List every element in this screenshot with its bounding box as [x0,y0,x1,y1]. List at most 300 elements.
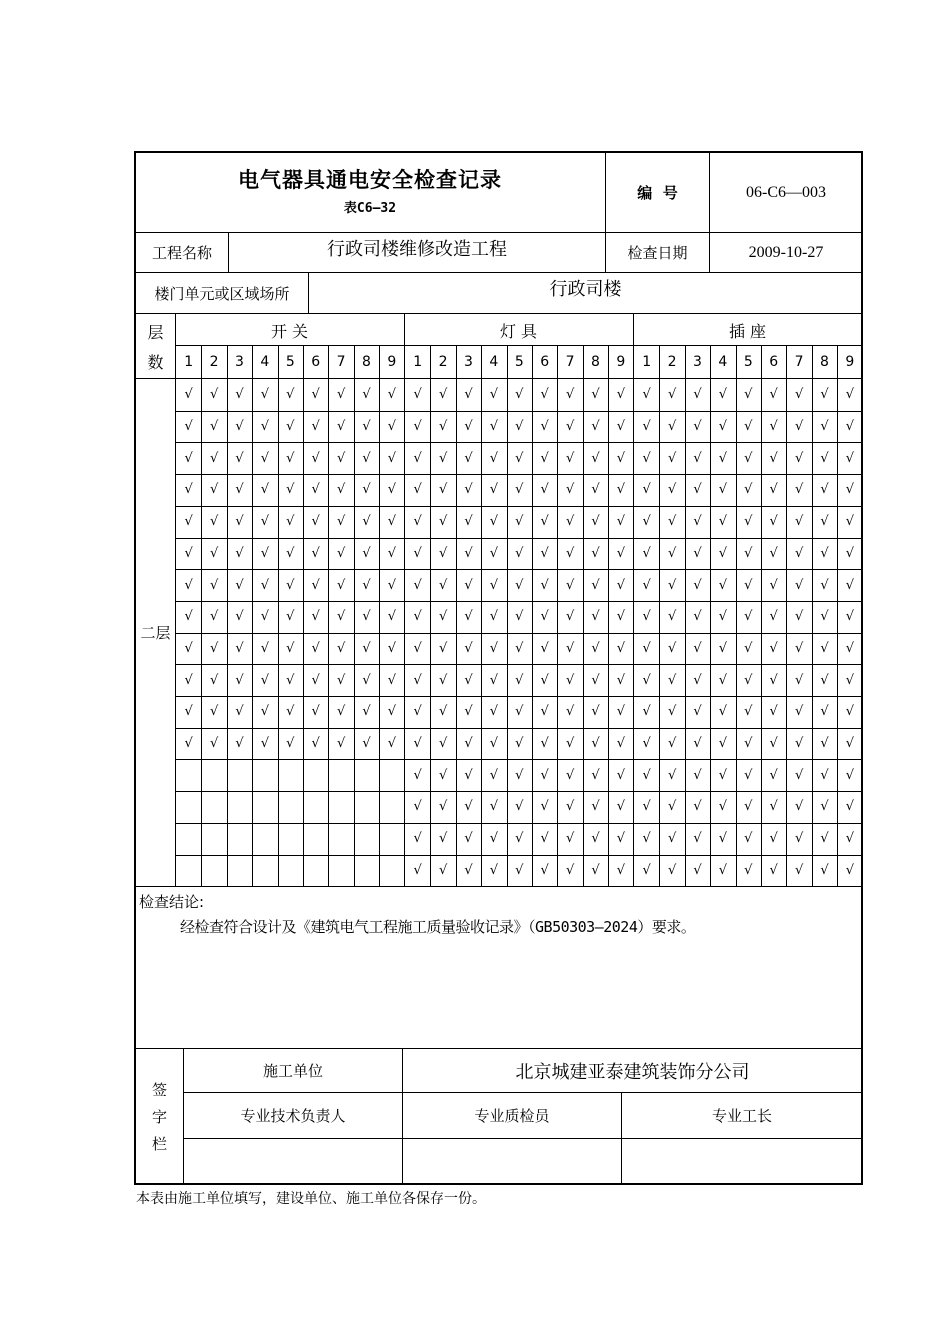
check-cell[interactable]: √ [540,672,549,688]
check-cell[interactable]: √ [540,419,549,435]
check-cell[interactable] [201,791,226,823]
check-cell[interactable]: √ [235,736,244,752]
check-cell[interactable]: √ [616,862,626,878]
check-cell[interactable]: √ [184,450,193,466]
check-cell[interactable] [354,791,379,823]
check-cell[interactable]: √ [769,450,778,466]
check-cell[interactable]: √ [616,450,626,466]
check-cell[interactable]: √ [387,450,397,466]
check-cell[interactable]: √ [794,862,804,878]
check-cell[interactable] [354,759,379,791]
check-cell[interactable]: √ [744,419,753,435]
check-cell[interactable]: √ [820,545,829,561]
check-cell[interactable] [303,759,328,791]
check-cell[interactable]: √ [489,450,499,466]
check-cell[interactable]: √ [540,862,549,878]
check-cell[interactable]: √ [718,514,728,530]
check-cell[interactable] [303,855,328,887]
check-cell[interactable]: √ [362,609,371,625]
check-cell[interactable]: √ [286,545,295,561]
check-cell[interactable]: √ [820,704,829,720]
check-cell[interactable]: √ [438,482,448,498]
check-cell[interactable]: √ [515,450,524,466]
check-cell[interactable]: √ [693,482,702,498]
check-cell[interactable]: √ [591,514,600,530]
check-cell[interactable]: √ [438,545,448,561]
check-cell[interactable]: √ [718,450,728,466]
check-cell[interactable]: √ [794,609,804,625]
check-cell[interactable]: √ [336,387,346,403]
check-cell[interactable]: √ [286,482,295,498]
check-cell[interactable]: √ [515,545,524,561]
check-cell[interactable]: √ [845,514,855,530]
check-cell[interactable]: √ [540,545,549,561]
check-cell[interactable]: √ [515,862,524,878]
check-cell[interactable]: √ [464,577,473,593]
check-cell[interactable]: √ [286,640,295,656]
check-cell[interactable]: √ [540,609,549,625]
check-cell[interactable]: √ [362,640,371,656]
check-cell[interactable]: √ [336,514,346,530]
check-cell[interactable]: √ [616,609,626,625]
check-cell[interactable]: √ [515,799,524,815]
check-cell[interactable]: √ [235,482,244,498]
check-cell[interactable]: √ [515,577,524,593]
check-cell[interactable]: √ [413,545,422,561]
check-cell[interactable]: √ [540,387,549,403]
check-cell[interactable]: √ [845,577,855,593]
check-cell[interactable]: √ [336,736,346,752]
check-cell[interactable]: √ [464,831,473,847]
check-cell[interactable]: √ [540,767,549,783]
check-cell[interactable]: √ [565,577,575,593]
check-cell[interactable]: √ [540,831,549,847]
check-cell[interactable]: √ [616,419,626,435]
check-cell[interactable]: √ [540,450,549,466]
check-cell[interactable]: √ [438,831,448,847]
check-cell[interactable]: √ [438,704,448,720]
check-cell[interactable] [176,855,201,887]
check-cell[interactable]: √ [616,704,626,720]
check-cell[interactable]: √ [362,514,371,530]
check-cell[interactable]: √ [667,831,677,847]
check-cell[interactable]: √ [718,609,728,625]
check-cell[interactable]: √ [718,419,728,435]
check-cell[interactable]: √ [209,419,219,435]
check-cell[interactable]: √ [693,640,702,656]
check-cell[interactable]: √ [336,640,346,656]
check-cell[interactable]: √ [286,672,295,688]
check-cell[interactable]: √ [336,482,346,498]
check-cell[interactable]: √ [667,767,677,783]
check-cell[interactable]: √ [693,767,702,783]
check-cell[interactable]: √ [184,514,193,530]
check-cell[interactable]: √ [769,862,778,878]
check-cell[interactable]: √ [464,514,473,530]
check-cell[interactable]: √ [184,736,193,752]
check-cell[interactable]: √ [336,672,346,688]
check-cell[interactable]: √ [387,672,397,688]
check-cell[interactable]: √ [794,577,804,593]
check-cell[interactable]: √ [387,736,397,752]
check-cell[interactable]: √ [311,736,320,752]
check-cell[interactable]: √ [184,704,193,720]
check-cell[interactable]: √ [693,736,702,752]
check-cell[interactable]: √ [235,640,244,656]
check-cell[interactable] [252,759,277,791]
check-cell[interactable]: √ [260,482,270,498]
check-cell[interactable]: √ [260,450,270,466]
check-cell[interactable]: √ [464,672,473,688]
check-cell[interactable]: √ [845,450,855,466]
check-cell[interactable]: √ [464,609,473,625]
check-cell[interactable]: √ [591,799,600,815]
check-cell[interactable]: √ [845,767,855,783]
check-cell[interactable]: √ [464,799,473,815]
check-cell[interactable] [252,823,277,855]
check-cell[interactable]: √ [489,831,499,847]
check-cell[interactable] [278,855,303,887]
check-cell[interactable]: √ [693,799,702,815]
check-cell[interactable]: √ [591,736,600,752]
check-cell[interactable]: √ [438,736,448,752]
check-cell[interactable] [227,759,252,791]
check-cell[interactable]: √ [845,799,855,815]
check-cell[interactable]: √ [718,640,728,656]
signature-field-tech-lead[interactable] [184,1139,402,1183]
check-cell[interactable]: √ [718,862,728,878]
check-cell[interactable] [379,855,404,887]
check-cell[interactable]: √ [591,767,600,783]
signature-field-foreman[interactable] [622,1139,862,1183]
check-cell[interactable]: √ [769,514,778,530]
check-cell[interactable]: √ [362,482,371,498]
check-cell[interactable]: √ [794,672,804,688]
check-cell[interactable]: √ [438,862,448,878]
check-cell[interactable]: √ [744,482,753,498]
check-cell[interactable] [227,791,252,823]
check-cell[interactable]: √ [464,545,473,561]
check-cell[interactable] [176,759,201,791]
check-cell[interactable]: √ [464,767,473,783]
check-cell[interactable]: √ [489,514,499,530]
check-cell[interactable]: √ [413,862,422,878]
check-cell[interactable]: √ [489,672,499,688]
check-cell[interactable]: √ [413,704,422,720]
check-cell[interactable] [227,823,252,855]
check-cell[interactable]: √ [769,640,778,656]
check-cell[interactable]: √ [845,609,855,625]
check-cell[interactable]: √ [642,387,651,403]
check-cell[interactable]: √ [591,831,600,847]
check-cell[interactable]: √ [515,672,524,688]
check-cell[interactable]: √ [642,514,651,530]
check-cell[interactable]: √ [565,545,575,561]
check-cell[interactable]: √ [184,672,193,688]
check-cell[interactable]: √ [667,672,677,688]
check-cell[interactable]: √ [820,736,829,752]
check-cell[interactable]: √ [667,419,677,435]
check-cell[interactable]: √ [845,482,855,498]
check-cell[interactable]: √ [591,672,600,688]
check-cell[interactable]: √ [489,609,499,625]
check-cell[interactable]: √ [413,482,422,498]
check-cell[interactable]: √ [209,736,219,752]
check-cell[interactable]: √ [540,736,549,752]
check-cell[interactable]: √ [616,577,626,593]
check-cell[interactable] [379,791,404,823]
check-cell[interactable]: √ [438,450,448,466]
check-cell[interactable]: √ [286,736,295,752]
check-cell[interactable]: √ [667,736,677,752]
check-cell[interactable]: √ [642,799,651,815]
check-cell[interactable]: √ [464,704,473,720]
check-cell[interactable]: √ [235,545,244,561]
check-cell[interactable]: √ [209,577,219,593]
check-cell[interactable]: √ [260,736,270,752]
check-cell[interactable]: √ [794,799,804,815]
check-cell[interactable]: √ [769,387,778,403]
check-cell[interactable]: √ [464,450,473,466]
check-cell[interactable]: √ [515,514,524,530]
check-cell[interactable]: √ [362,672,371,688]
check-cell[interactable]: √ [489,577,499,593]
check-cell[interactable]: √ [311,545,320,561]
check-cell[interactable]: √ [565,387,575,403]
check-cell[interactable]: √ [565,482,575,498]
check-cell[interactable]: √ [642,450,651,466]
check-cell[interactable]: √ [464,640,473,656]
check-cell[interactable]: √ [336,545,346,561]
check-cell[interactable]: √ [184,640,193,656]
check-cell[interactable] [328,823,353,855]
check-cell[interactable]: √ [794,831,804,847]
check-cell[interactable] [278,823,303,855]
check-cell[interactable]: √ [744,545,753,561]
check-cell[interactable]: √ [769,419,778,435]
check-cell[interactable]: √ [718,767,728,783]
check-cell[interactable]: √ [565,767,575,783]
check-cell[interactable]: √ [642,704,651,720]
check-cell[interactable]: √ [794,419,804,435]
check-cell[interactable]: √ [235,609,244,625]
check-cell[interactable]: √ [235,387,244,403]
signature-field-quality-inspector[interactable] [403,1139,621,1183]
check-cell[interactable]: √ [642,482,651,498]
check-cell[interactable]: √ [642,419,651,435]
check-cell[interactable]: √ [820,609,829,625]
check-cell[interactable]: √ [413,387,422,403]
check-cell[interactable]: √ [693,577,702,593]
check-cell[interactable] [379,759,404,791]
check-cell[interactable]: √ [311,387,320,403]
check-cell[interactable]: √ [591,419,600,435]
check-cell[interactable]: √ [718,704,728,720]
check-cell[interactable]: √ [209,609,219,625]
check-cell[interactable]: √ [769,799,778,815]
check-cell[interactable]: √ [769,831,778,847]
check-cell[interactable]: √ [387,545,397,561]
check-cell[interactable]: √ [565,450,575,466]
check-cell[interactable]: √ [565,640,575,656]
check-cell[interactable]: √ [794,514,804,530]
check-cell[interactable]: √ [515,482,524,498]
check-cell[interactable]: √ [845,545,855,561]
check-cell[interactable]: √ [362,450,371,466]
check-cell[interactable]: √ [413,514,422,530]
check-cell[interactable]: √ [820,482,829,498]
check-cell[interactable]: √ [744,672,753,688]
check-cell[interactable]: √ [820,862,829,878]
check-cell[interactable]: √ [642,767,651,783]
check-cell[interactable]: √ [336,577,346,593]
check-cell[interactable]: √ [642,736,651,752]
check-cell[interactable]: √ [260,514,270,530]
check-cell[interactable]: √ [286,419,295,435]
check-cell[interactable]: √ [362,387,371,403]
check-cell[interactable]: √ [311,609,320,625]
check-cell[interactable]: √ [693,514,702,530]
check-cell[interactable]: √ [642,545,651,561]
check-cell[interactable]: √ [718,387,728,403]
check-cell[interactable]: √ [489,545,499,561]
check-cell[interactable]: √ [209,450,219,466]
check-cell[interactable]: √ [184,482,193,498]
check-cell[interactable]: √ [235,577,244,593]
check-cell[interactable] [328,759,353,791]
check-cell[interactable]: √ [794,736,804,752]
check-cell[interactable]: √ [438,767,448,783]
check-cell[interactable]: √ [693,862,702,878]
check-cell[interactable]: √ [642,831,651,847]
check-cell[interactable]: √ [209,387,219,403]
check-cell[interactable]: √ [744,609,753,625]
check-cell[interactable]: √ [413,609,422,625]
check-cell[interactable] [176,823,201,855]
check-cell[interactable]: √ [438,577,448,593]
check-cell[interactable]: √ [744,387,753,403]
check-cell[interactable]: √ [820,577,829,593]
check-cell[interactable]: √ [616,672,626,688]
check-cell[interactable]: √ [260,704,270,720]
check-cell[interactable]: √ [565,419,575,435]
check-cell[interactable]: √ [718,799,728,815]
check-cell[interactable]: √ [794,387,804,403]
check-cell[interactable]: √ [209,482,219,498]
check-cell[interactable]: √ [515,387,524,403]
check-cell[interactable]: √ [311,577,320,593]
check-cell[interactable] [201,823,226,855]
check-cell[interactable]: √ [591,577,600,593]
check-cell[interactable]: √ [820,831,829,847]
check-cell[interactable]: √ [642,640,651,656]
check-cell[interactable]: √ [515,831,524,847]
check-cell[interactable] [278,791,303,823]
check-cell[interactable]: √ [744,767,753,783]
check-cell[interactable]: √ [693,672,702,688]
check-cell[interactable]: √ [642,862,651,878]
check-cell[interactable]: √ [744,831,753,847]
check-cell[interactable]: √ [438,419,448,435]
check-cell[interactable]: √ [591,482,600,498]
check-cell[interactable]: √ [820,672,829,688]
check-cell[interactable]: √ [489,482,499,498]
check-cell[interactable]: √ [413,767,422,783]
check-cell[interactable]: √ [260,609,270,625]
check-cell[interactable]: √ [515,640,524,656]
check-cell[interactable]: √ [616,545,626,561]
check-cell[interactable]: √ [693,704,702,720]
check-cell[interactable]: √ [565,704,575,720]
check-cell[interactable]: √ [286,514,295,530]
check-cell[interactable]: √ [489,387,499,403]
check-cell[interactable]: √ [387,514,397,530]
check-cell[interactable]: √ [515,736,524,752]
check-cell[interactable]: √ [744,704,753,720]
check-cell[interactable]: √ [260,545,270,561]
check-cell[interactable]: √ [413,736,422,752]
check-cell[interactable]: √ [591,545,600,561]
check-cell[interactable]: √ [642,609,651,625]
check-cell[interactable]: √ [820,387,829,403]
check-cell[interactable]: √ [515,609,524,625]
check-cell[interactable]: √ [616,767,626,783]
check-cell[interactable]: √ [820,640,829,656]
check-cell[interactable]: √ [464,419,473,435]
check-cell[interactable]: √ [667,387,677,403]
check-cell[interactable]: √ [387,704,397,720]
check-cell[interactable]: √ [667,482,677,498]
check-cell[interactable]: √ [718,672,728,688]
check-cell[interactable]: √ [565,609,575,625]
check-cell[interactable]: √ [336,609,346,625]
check-cell[interactable]: √ [845,672,855,688]
check-cell[interactable] [278,759,303,791]
check-cell[interactable]: √ [845,640,855,656]
check-cell[interactable]: √ [769,672,778,688]
check-cell[interactable] [354,823,379,855]
check-cell[interactable]: √ [565,799,575,815]
check-cell[interactable]: √ [693,387,702,403]
check-cell[interactable]: √ [642,577,651,593]
check-cell[interactable]: √ [616,640,626,656]
check-cell[interactable] [201,855,226,887]
check-cell[interactable]: √ [718,736,728,752]
check-cell[interactable]: √ [540,514,549,530]
check-cell[interactable]: √ [845,831,855,847]
check-cell[interactable] [328,855,353,887]
check-cell[interactable] [227,855,252,887]
check-cell[interactable]: √ [718,577,728,593]
check-cell[interactable]: √ [387,419,397,435]
check-cell[interactable]: √ [387,482,397,498]
check-cell[interactable]: √ [794,640,804,656]
check-cell[interactable] [379,823,404,855]
check-cell[interactable]: √ [769,545,778,561]
check-cell[interactable]: √ [642,672,651,688]
check-cell[interactable]: √ [693,831,702,847]
check-cell[interactable]: √ [235,419,244,435]
check-cell[interactable]: √ [438,799,448,815]
check-cell[interactable]: √ [616,482,626,498]
check-cell[interactable]: √ [591,862,600,878]
check-cell[interactable]: √ [744,736,753,752]
check-cell[interactable] [252,791,277,823]
check-cell[interactable]: √ [438,640,448,656]
check-cell[interactable]: √ [820,419,829,435]
check-cell[interactable]: √ [845,862,855,878]
check-cell[interactable]: √ [693,419,702,435]
